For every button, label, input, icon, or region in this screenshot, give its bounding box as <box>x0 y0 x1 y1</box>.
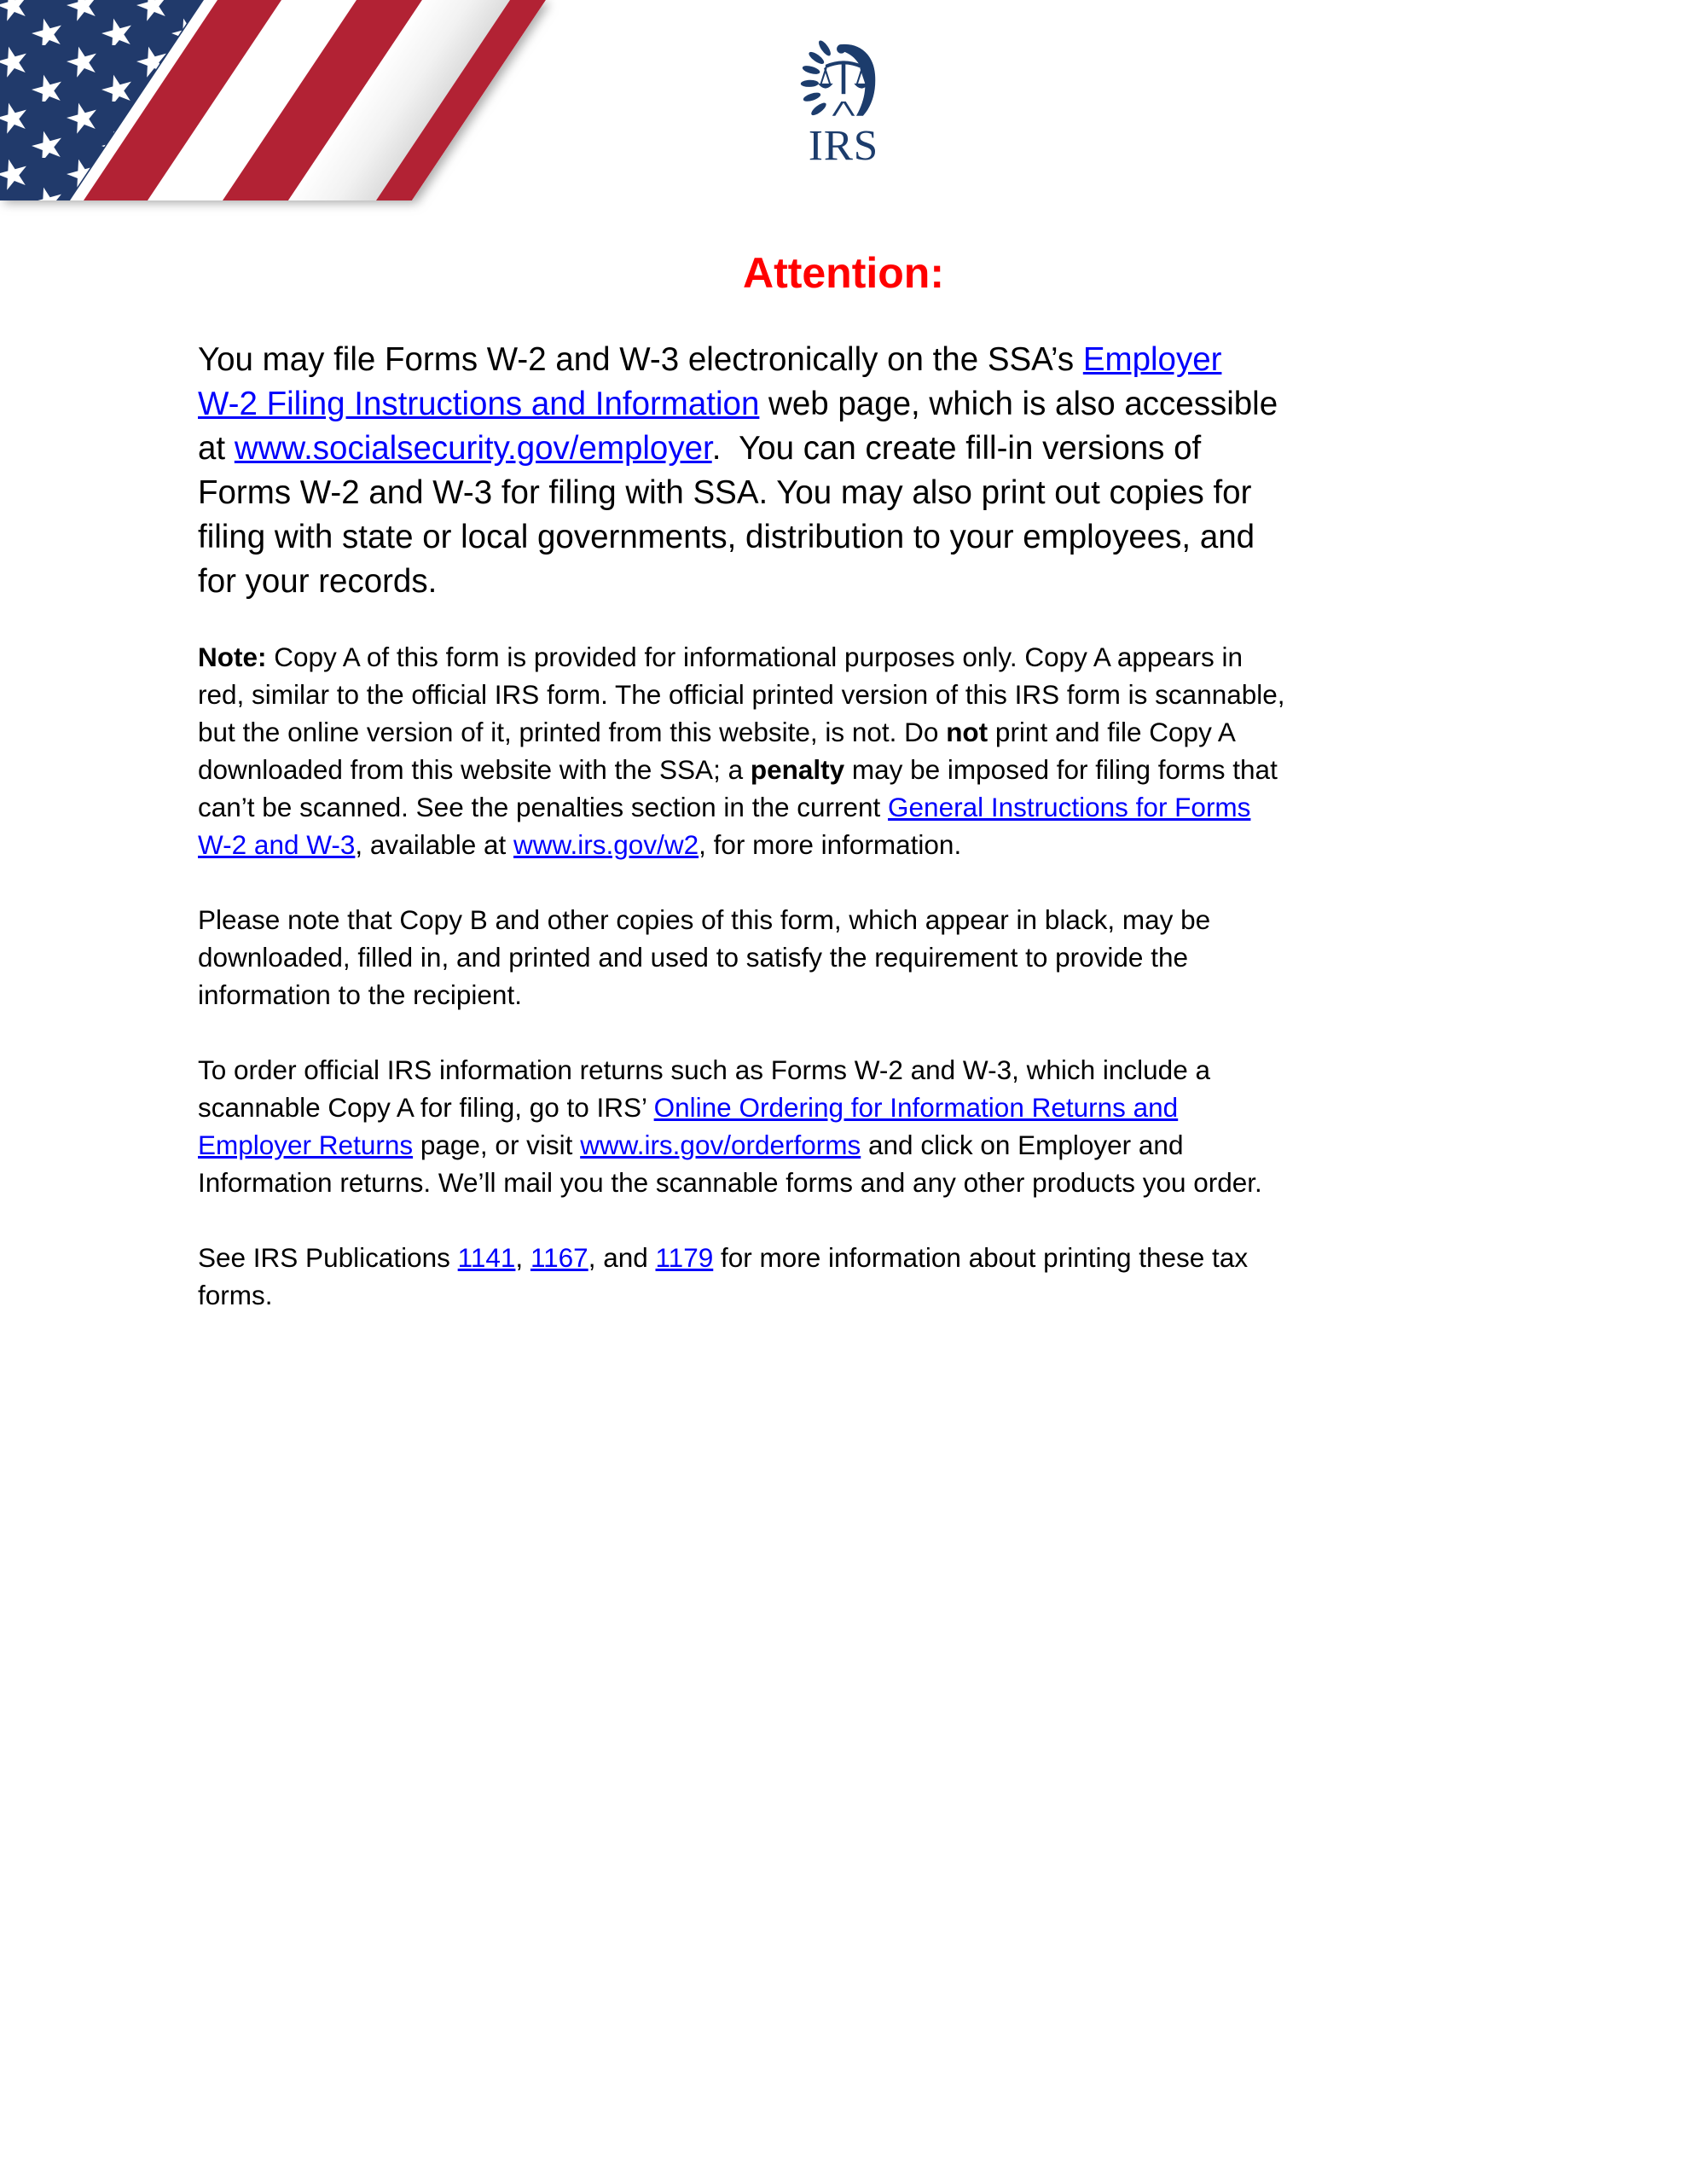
link[interactable]: 1179 <box>655 1242 714 1273</box>
link[interactable]: 1141 <box>457 1242 516 1273</box>
text-run: web page, which is also accessible <box>759 386 1278 422</box>
text-run: and click on Employer and <box>861 1130 1184 1160</box>
bold-text: not <box>946 717 988 747</box>
link[interactable]: www.irs.gov/w2 <box>513 829 699 860</box>
text-run: information to the recipient. <box>198 979 522 1010</box>
text-run: Copy A of this form is provided for informational purposes only. Copy A appears in <box>266 642 1244 672</box>
text-line <box>198 338 1494 382</box>
text-run: downloaded from this website with the SSA; a <box>198 754 751 785</box>
text-line <box>198 1276 1494 1314</box>
irs-logo-text: IRS <box>808 121 879 165</box>
paragraph-1 <box>198 338 1494 604</box>
text-run: Forms W-2 and W-3 for filing with SSA. You may also print out copies for <box>198 474 1252 511</box>
text-run: , and <box>588 1242 656 1273</box>
attention-heading: Attention: <box>742 249 945 297</box>
text-line <box>198 901 1494 938</box>
link[interactable]: W-2 and W-3 <box>198 829 356 860</box>
text-run: Information returns. We’ll mail you the scannable forms and any other products you order. <box>198 1167 1262 1198</box>
text-line <box>198 751 1494 788</box>
text-run: for more information about printing these tax <box>713 1242 1249 1273</box>
text-run: , for more information. <box>699 829 962 860</box>
text-run: , <box>515 1242 530 1273</box>
text-run: at <box>198 430 235 467</box>
text-line <box>198 1051 1494 1089</box>
text-line <box>198 515 1494 560</box>
text-run: See IRS Publications <box>198 1242 458 1273</box>
text-line <box>198 560 1494 604</box>
text-line <box>198 1126 1494 1164</box>
text-run: can’t be scanned. See the penalties section in the current <box>198 792 889 822</box>
link[interactable]: 1167 <box>530 1242 588 1273</box>
text-run: red, similar to the official IRS form. The official printed version of this IRS form is scannable, <box>198 679 1285 710</box>
link[interactable]: www.irs.gov/orderforms <box>580 1130 861 1160</box>
link[interactable]: Employer Returns <box>198 1130 414 1160</box>
text-run: Please note that Copy B and other copies of this form, which appear in black, may be <box>198 904 1211 935</box>
paragraph-4 <box>198 1051 1494 1201</box>
text-line <box>198 676 1494 713</box>
text-run: You may file Forms W-2 and W-3 electronically on the SSA’s <box>198 341 1083 378</box>
text-run: downloaded, filled in, and printed and used to satisfy the requirement to provide the <box>198 942 1188 973</box>
text-run: may be imposed for filing forms that <box>844 754 1278 785</box>
text-line <box>198 638 1494 676</box>
paragraph-2 <box>198 638 1494 863</box>
text-run: page, or visit <box>413 1130 581 1160</box>
document-body <box>198 338 1494 1351</box>
text-line <box>198 1164 1494 1201</box>
paragraph-5 <box>198 1239 1494 1314</box>
text-line <box>198 382 1494 427</box>
text-run: but the online version of it, printed from this website, is not. Do <box>198 717 947 747</box>
text-run: , available at <box>355 829 514 860</box>
text-line <box>198 1089 1494 1126</box>
link[interactable]: Employer <box>1082 341 1222 378</box>
text-line <box>198 938 1494 976</box>
text-line <box>198 471 1494 515</box>
text-run: filing with state or local governments, distribution to your employees, and <box>198 519 1255 555</box>
link[interactable]: www.socialsecurity.gov/employer <box>234 430 712 467</box>
bold-text: Note: <box>198 642 267 672</box>
text-run: print and file Copy A <box>988 717 1236 747</box>
irs-eagle-logo-icon <box>798 38 889 165</box>
text-line <box>198 713 1494 751</box>
bold-text: penalty <box>750 754 845 785</box>
text-run: forms. <box>198 1280 273 1310</box>
text-run: . You can create fill-in versions of <box>711 430 1202 467</box>
paragraph-3 <box>198 901 1494 1014</box>
irs-logo <box>798 38 889 165</box>
text-line <box>198 1239 1494 1276</box>
text-line <box>198 788 1494 826</box>
text-run: for your records. <box>198 563 438 600</box>
text-line <box>198 826 1494 863</box>
link[interactable]: W-2 Filing Instructions and Information <box>198 386 760 422</box>
link[interactable]: Online Ordering for Information Returns and <box>653 1092 1179 1123</box>
text-line <box>198 427 1494 471</box>
text-line <box>198 976 1494 1014</box>
link[interactable]: General Instructions for Forms <box>888 792 1251 822</box>
text-run: scannable Copy A for filing, go to IRS’ <box>198 1092 654 1123</box>
text-run: To order official IRS information returns such as Forms W-2 and W-3, which include a <box>198 1054 1210 1085</box>
us-flag-icon <box>0 0 550 202</box>
